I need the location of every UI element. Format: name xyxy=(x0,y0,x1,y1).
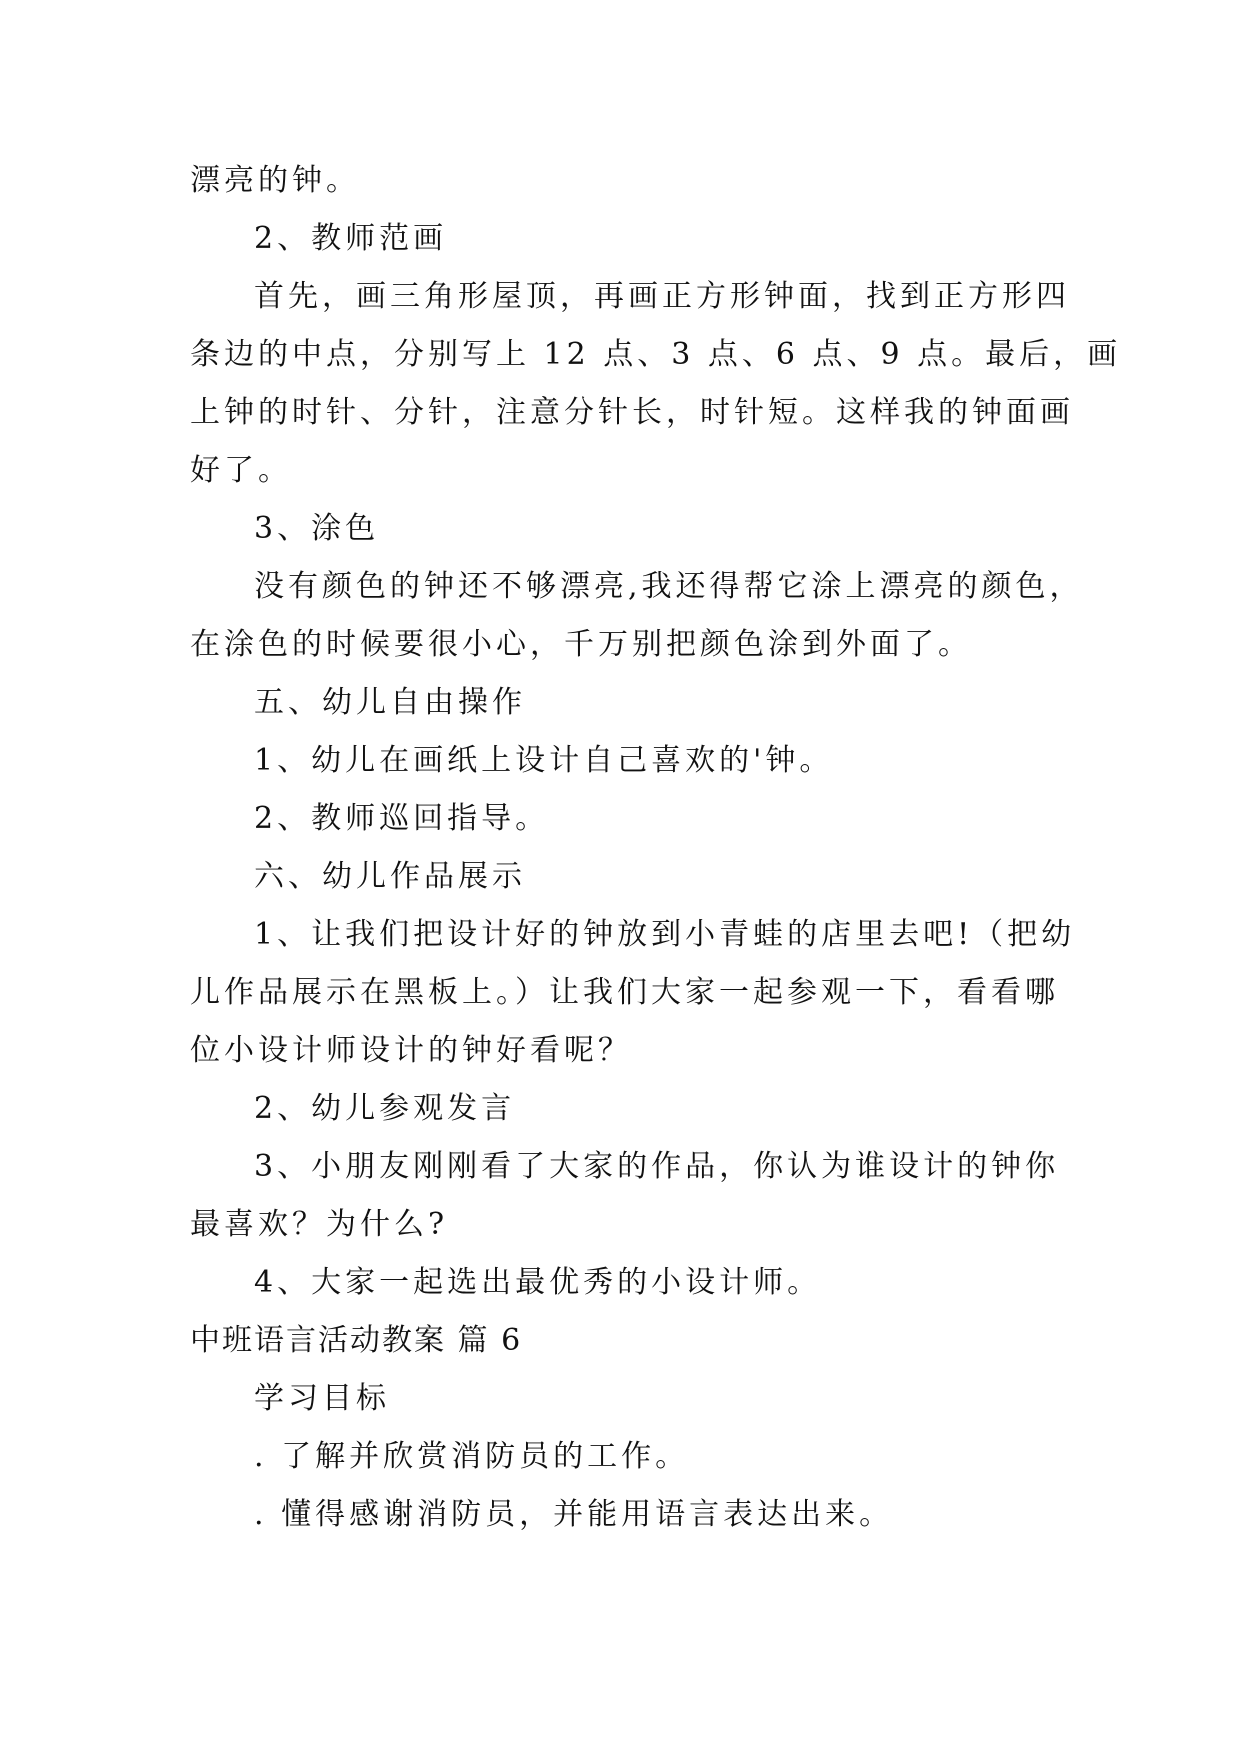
text-line: 漂亮的钟。 xyxy=(190,163,360,198)
objective-item: . 了解并欣赏消防员的工作。 xyxy=(254,1439,690,1474)
text-line: 在涂色的时候要很小心，千万别把颜色涂到外面了。 xyxy=(190,627,972,662)
text-line: 上钟的时针、分针，注意分针长，时针短。这样我的钟面画 xyxy=(190,395,1074,430)
text-line: 没有颜色的钟还不够漂亮,我还得帮它涂上漂亮的颜色， xyxy=(254,569,1084,604)
text-line: 最喜欢？为什么? xyxy=(190,1207,449,1242)
text-line: 2、教师范画 xyxy=(254,221,448,256)
text-line: 位小设计师设计的钟好看呢？ xyxy=(190,1033,632,1068)
text-line: 2、教师巡回指导。 xyxy=(254,801,550,836)
section-heading: 六、幼儿作品展示 xyxy=(254,859,526,894)
text-line: 3、小朋友刚刚看了大家的作品，你认为谁设计的钟你 xyxy=(254,1149,1060,1184)
text-line: 条边的中点，分别写上 12 点、3 点、6 点、9 点。最后，画 xyxy=(190,337,1122,372)
text-line: 好了。 xyxy=(190,453,292,488)
objective-item: . 懂得感谢消防员，并能用语言表达出来。 xyxy=(254,1497,894,1532)
subheading: 学习目标 xyxy=(254,1381,390,1416)
text-line: 4、大家一起选出最优秀的小设计师。 xyxy=(254,1265,822,1300)
text-line: 3、涂色 xyxy=(254,511,380,546)
text-line: 1、让我们把设计好的钟放到小青蛙的店里去吧!（把幼 xyxy=(254,917,1076,952)
document-body xyxy=(190,152,1122,1544)
document-section-title: 中班语言活动教案 篇 6 xyxy=(190,1323,523,1358)
text-line: 首先，画三角形屋顶，再画正方形钟面，找到正方形四 xyxy=(254,279,1070,314)
text-line: 1、幼儿在画纸上设计自己喜欢的'钟。 xyxy=(254,743,834,778)
text-line: 2、幼儿参观发言 xyxy=(254,1091,516,1126)
section-heading: 五、幼儿自由操作 xyxy=(254,685,526,720)
text-line: 儿作品展示在黑板上。）让我们大家一起参观一下，看看哪 xyxy=(190,975,1059,1010)
